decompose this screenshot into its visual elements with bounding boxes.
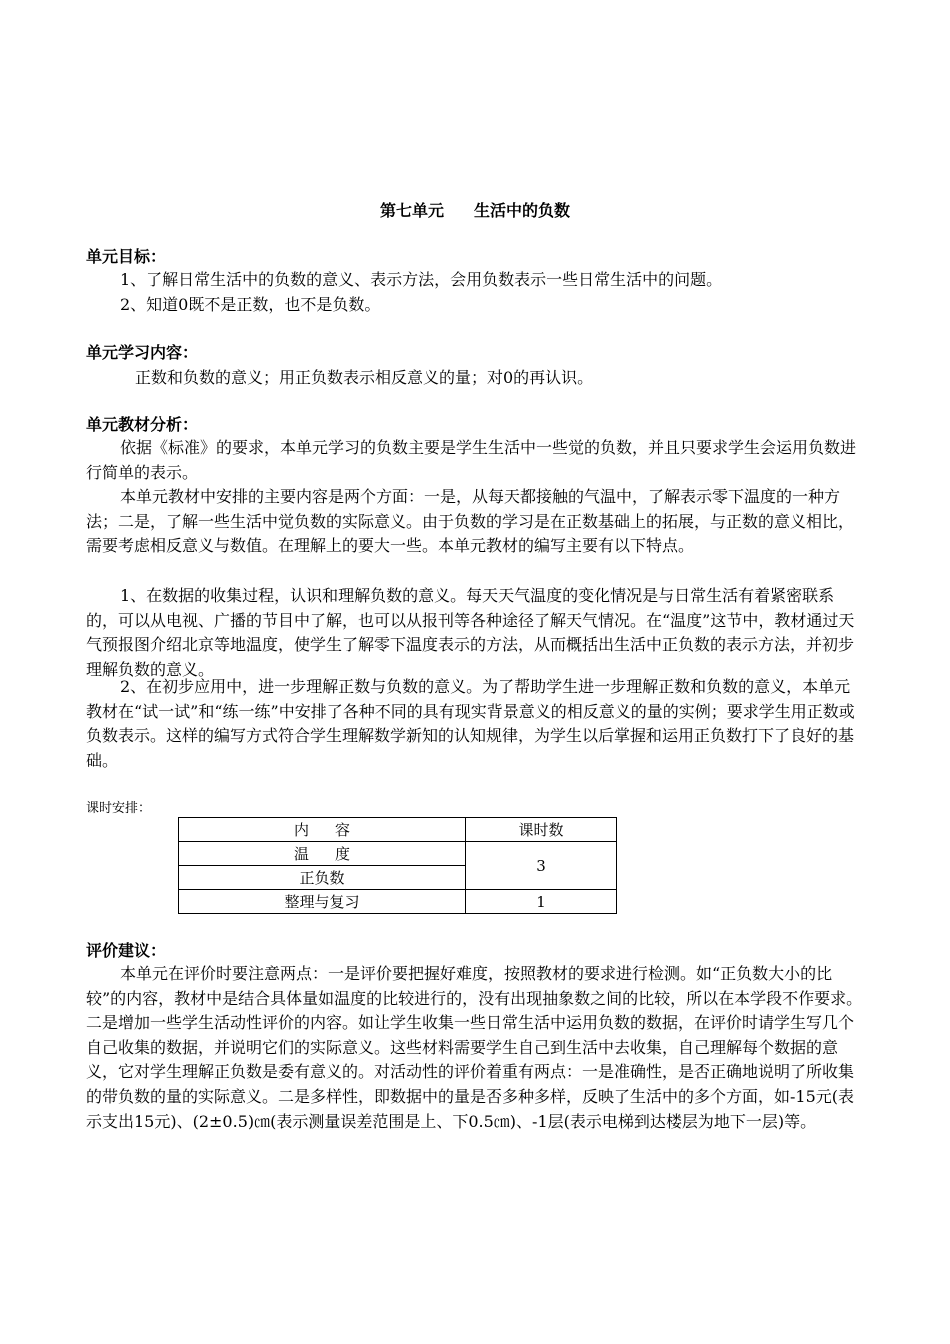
analysis-paragraph: 本单元教材中安排的主要内容是两个方面：一是，从每天都接触的气温中，了解表示零下温度的一种方法；二是，了解一些生活中觉负数的实际意义。由于负数的学习是在正数基础上的拓展，与正数的意义相比，需要考虑相反意义与数值。在理解上的要大一些。本单元教材的编写主要有以下特点。: [86, 487, 855, 556]
content-text: 正数和负数的意义；用正负数表示相反意义的量；对0的再认识。: [135, 368, 594, 387]
evaluation-paragraph: 本单元在评价时要注意两点：一是评价要把握好难度，按照教材的要求进行检测。如“正负数大小的比较”的内容，教材中是结合具体量如温度的比较进行的，没有出现抽象数之间的比较，所以在本学段不作要求。二是增加一些学生活动性评价的内容。如让学生收集一些日常生活中运用负数的数据，在评价时请学生写几个自己收集的数据，并说明它们的实际意义。这些材料需要学生自己到生活中去收集，自己理解每个数据的意义，它对学生理解正负数是委有意义的。对活动性的评价着重有两点：一是准确性，是否正确地说明了所收集的带负数的量的实际意义。二是多样性，即数据中的量是否多种多样，反映了生活中的多个方面，如-15元(表示支出15元)、(2±0.5)㎝(表示测量误差范围是上、下0.5㎝)、-1层(表示电梯到达楼层为地下一层)等。: [86, 964, 863, 1131]
row-hours: 3: [466, 842, 617, 890]
row-hours: 1: [466, 890, 617, 914]
analysis-paragraph: 1、在数据的收集过程，认识和理解负数的意义。每天天气温度的变化情况是与日常生活有着紧密联系的，可以从电视、广播的节目中了解，也可以从报刊等各种途径了解天气情况。在“温度”这节中，教材通过天气预报图介绍北京等地温度，使学生了解零下温度表示的方法，从而概括出生活中正负数的表示方法，并初步理解负数的意义。: [86, 586, 855, 679]
evaluation-heading: 评价建议：: [86, 941, 167, 960]
unit-number: 第七单元: [379, 201, 444, 220]
goals-heading: 单元目标：: [86, 247, 167, 266]
table-row: [179, 842, 617, 866]
header-content: 内容: [179, 818, 466, 842]
table-row: [179, 890, 617, 914]
page-title: [0, 198, 950, 221]
schedule-table: [178, 817, 617, 914]
goal-item: 1、了解日常生活中的负数的意义、表示方法，会用负数表示一些日常生活中的问题。: [120, 270, 723, 289]
analysis-paragraph: 依据《标准》的要求，本单元学习的负数主要是学生生活中一些觉的负数，并且只要求学生会运用负数进行简单的表示。: [86, 438, 857, 482]
content-heading: 单元学习内容：: [86, 343, 199, 362]
row-name: 温度: [179, 842, 466, 866]
analysis-heading: 单元教材分析：: [86, 415, 199, 434]
table-header-row: [179, 818, 617, 842]
goal-item: 2、知道0既不是正数，也不是负数。: [120, 295, 381, 314]
row-name: 整理与复习: [179, 890, 466, 914]
row-name: 正负数: [179, 866, 466, 890]
schedule-label: 课时安排：: [86, 801, 152, 816]
unit-topic: 生活中的负数: [474, 201, 571, 220]
header-hours: 课时数: [466, 818, 617, 842]
analysis-paragraph: 2、在初步应用中，进一步理解正数与负数的意义。为了帮助学生进一步理解正数和负数的意义，本单元教材在“试一试”和“练一练”中安排了各种不同的具有现实背景意义的相反意义的量的实例；要求学生用正数或负数表示。这样的编写方式符合学生理解数学新知的认知规律，为学生以后掌握和运用正负数打下了良好的基础。: [86, 677, 855, 770]
